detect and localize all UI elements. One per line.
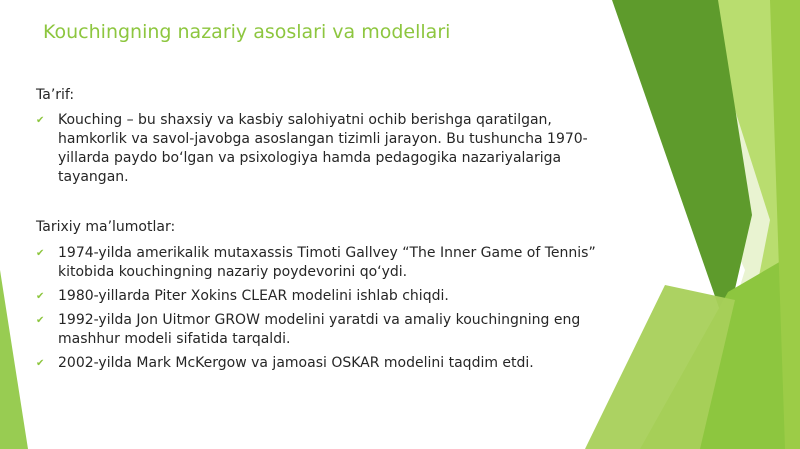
history-text: 2002-yilda Mark McKergow va jamoasi OSKAR modelini taqdim etdi. xyxy=(58,355,534,371)
history-text: 1992-yilda Jon Uitmor GROW modelini yaratdi va amaliy kouchingning eng mashhur modeli sifatida tarqaldi. xyxy=(58,312,581,347)
definition-text: Kouching – bu shaxsiy va kasbiy salohiyatni ochib berishga qaratilgan, hamkorlik va savol-javobga asoslangan tizimli jarayon. Bu tushuncha 1970-yillarda paydo bo‘lgan va psixologiya hamda pedagogika nazariyalariga tayangan. xyxy=(58,112,588,185)
checkmark-icon: ✔ xyxy=(36,358,45,369)
checkmark-icon: ✔ xyxy=(36,291,45,302)
checkmark-icon: ✔ xyxy=(36,248,45,259)
history-text: 1974-yilda amerikalik mutaxassis Timoti Gallvey “The Inner Game of Tennis” kitobida kouchingning nazariy poydevorini qo‘ydi. xyxy=(58,245,596,280)
list-item xyxy=(36,287,596,306)
list-item xyxy=(36,354,596,373)
definition-label: Ta’rif: xyxy=(36,87,75,103)
list-item xyxy=(36,111,596,187)
left-corner-shape xyxy=(0,270,28,449)
checkmark-icon: ✔ xyxy=(36,115,45,126)
list-item xyxy=(36,311,596,349)
definition-list xyxy=(36,111,596,187)
history-text: 1980-yillarda Piter Xokins CLEAR modelini ishlab chiqdi. xyxy=(58,288,449,304)
list-item xyxy=(36,244,596,282)
slide-title: Kouchingning nazariy asoslari va modellari xyxy=(43,21,451,43)
checkmark-icon: ✔ xyxy=(36,315,45,326)
history-label: Tarixiy ma’lumotlar: xyxy=(36,219,176,235)
history-list xyxy=(36,244,596,378)
